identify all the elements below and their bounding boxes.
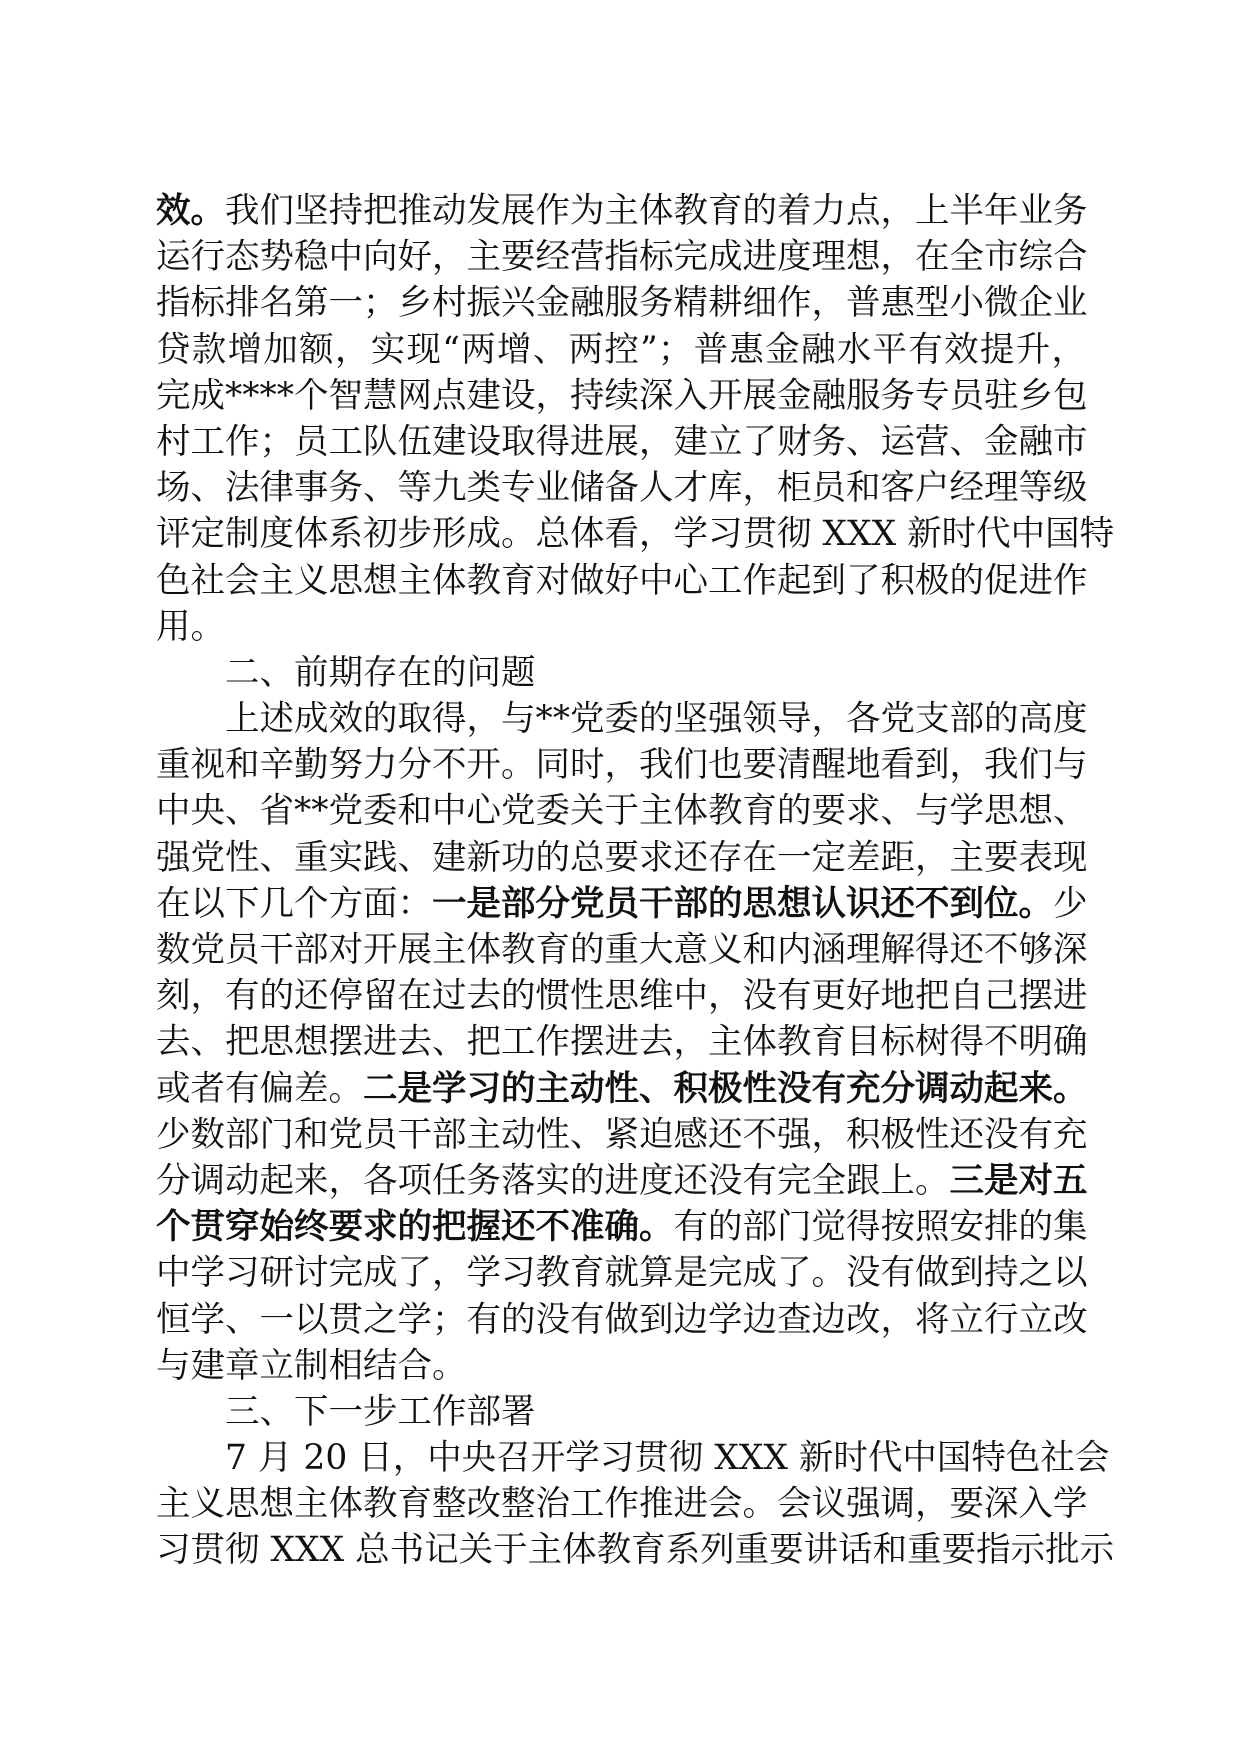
text-run: 强党性、重实践、建新功的总要求还存在一定差距，主要表现 bbox=[156, 837, 1088, 878]
text-line bbox=[156, 419, 1086, 465]
text-line bbox=[156, 788, 1086, 834]
text-run: 用。 bbox=[156, 606, 225, 647]
text-run: 去、把思想摆进去、把工作摆进去，主体教育目标树得不明确 bbox=[156, 1022, 1088, 1063]
text-run: 贷款增加额，实现“两增、两控”；普惠金融水平有效提升， bbox=[156, 329, 1086, 370]
document-page bbox=[156, 188, 1115, 1574]
bold-text: 个贯穿始终要求的把握还不准确。 bbox=[156, 1207, 674, 1248]
text-line bbox=[156, 465, 1086, 511]
text-line bbox=[156, 1019, 1086, 1065]
text-line bbox=[156, 1250, 1086, 1296]
text-line bbox=[156, 604, 1086, 650]
text-line bbox=[156, 188, 1086, 234]
text-line bbox=[156, 973, 1086, 1019]
bold-text: 二是学习的主动性、积极性没有充分调动起来。 bbox=[363, 1068, 1088, 1109]
text-run: 中央、省**党委和中心党委关于主体教育的要求、与学思想、 bbox=[156, 791, 1088, 832]
text-line bbox=[156, 1297, 1086, 1343]
text-line bbox=[156, 1481, 1086, 1527]
text-run: 在以下几个方面： bbox=[156, 883, 432, 924]
text-line bbox=[156, 696, 1086, 742]
paragraph-achievements bbox=[156, 188, 1115, 650]
text-run: 中学习研讨完成了，学习教育就算是完成了。没有做到持之以 bbox=[156, 1253, 1088, 1294]
section-heading-problems: 二、前期存在的问题 bbox=[225, 652, 536, 693]
text-run: 刻，有的还停留在过去的惯性思维中，没有更好地把自己摆进 bbox=[156, 976, 1088, 1017]
text-run: 村工作；员工队伍建设取得进展，建立了财务、运营、金融市 bbox=[156, 421, 1088, 462]
text-line bbox=[156, 373, 1086, 419]
text-line bbox=[156, 835, 1086, 881]
text-run: 色社会主义思想主体教育对做好中心工作起到了积极的促进作 bbox=[156, 560, 1088, 601]
text-run: 少 bbox=[1053, 883, 1088, 924]
bold-text: 一是部分党员干部的思想认识还不到位。 bbox=[432, 883, 1053, 924]
text-line bbox=[156, 1435, 1110, 1481]
text-line bbox=[156, 234, 1086, 280]
text-run: 或者有偏差。 bbox=[156, 1068, 363, 1109]
text-run: 7 月 20 日，中央召开学习贯彻 XXX 新时代中国特色社会 bbox=[225, 1438, 1110, 1479]
text-line bbox=[156, 558, 1086, 604]
bold-text: 效。 bbox=[156, 191, 225, 231]
bold-text: 三是对五 bbox=[949, 1160, 1088, 1201]
text-line bbox=[156, 881, 1086, 927]
text-line bbox=[156, 280, 1086, 326]
text-line bbox=[156, 327, 1086, 373]
text-line bbox=[156, 742, 1086, 788]
text-run: 上述成效的取得，与**党委的坚强领导，各党支部的高度 bbox=[225, 699, 1088, 740]
text-run: 有的部门觉得按照安排的集 bbox=[673, 1207, 1088, 1248]
text-line bbox=[156, 1204, 1086, 1250]
text-line bbox=[156, 1066, 1086, 1112]
text-run: 完成****个智慧网点建设，持续深入开展金融服务专员驻乡包 bbox=[156, 375, 1088, 416]
text-run: 数党员干部对开展主体教育的重大意义和内涵理解得还不够深 bbox=[156, 930, 1088, 970]
text-run: 评定制度体系初步形成。总体看，学习贯彻 XXX 新时代中国特 bbox=[156, 514, 1115, 555]
text-run: 运行态势稳中向好，主要经营指标完成进度理想，在全市综合 bbox=[156, 237, 1088, 278]
text-run: 主义思想主体教育整改整治工作推进会。会议强调，要深入学 bbox=[156, 1484, 1088, 1525]
text-run: 指标排名第一；乡村振兴金融服务精耕细作，普惠型小微企业 bbox=[156, 283, 1088, 324]
paragraph-next-steps bbox=[156, 1435, 1115, 1574]
paragraph-problems bbox=[156, 696, 1086, 1389]
section-heading-next-steps: 三、下一步工作部署 bbox=[225, 1391, 536, 1432]
text-run: 重视和辛勤努力分不开。同时，我们也要清醒地看到，我们与 bbox=[156, 745, 1088, 786]
text-line bbox=[156, 927, 1086, 973]
text-line bbox=[156, 1527, 1115, 1573]
text-line bbox=[156, 1158, 1086, 1204]
text-run: 我们坚持把推动发展作为主体教育的着力点，上半年业务 bbox=[225, 191, 1088, 231]
text-run: 恒学、一以贯之学；有的没有做到边学边查边改，将立行立改 bbox=[156, 1299, 1088, 1340]
text-line bbox=[156, 1343, 1086, 1389]
text-run: 分调动起来，各项任务落实的进度还没有完全跟上。 bbox=[156, 1160, 950, 1201]
text-line bbox=[156, 1112, 1086, 1158]
text-run: 习贯彻 XXX 总书记关于主体教育系列重要讲话和重要指示批示 bbox=[156, 1530, 1115, 1571]
text-run: 与建章立制相结合。 bbox=[156, 1345, 467, 1386]
text-run: 少数部门和党员干部主动性、紧迫感还不强，积极性还没有充 bbox=[156, 1114, 1088, 1155]
text-line bbox=[156, 511, 1115, 557]
text-run: 场、法律事务、等九类专业储备人才库，柜员和客户经理等级 bbox=[156, 468, 1088, 509]
